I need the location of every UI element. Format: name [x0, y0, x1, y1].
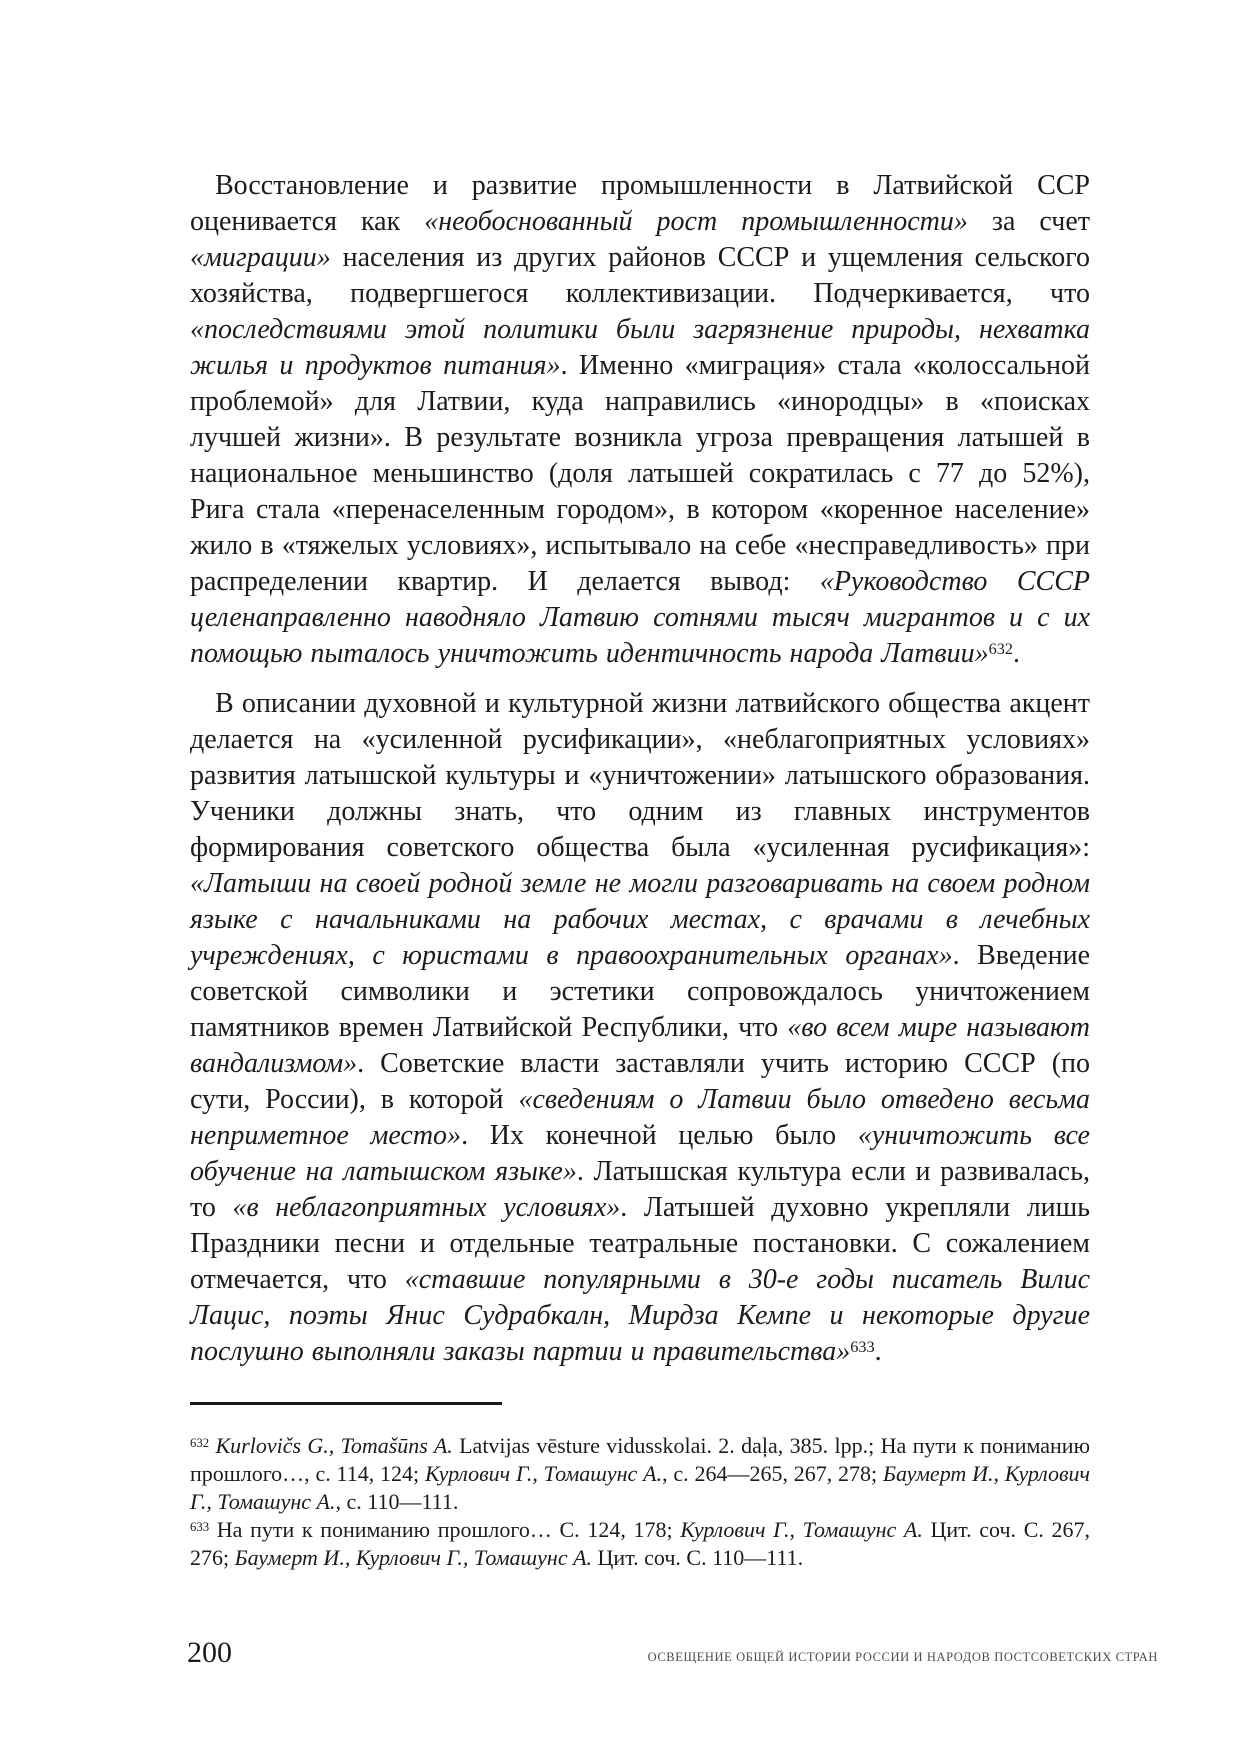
text-run: Latvijas vēsture vidusskolai. 2. daļa, 385. lpp.; На пути к пониманию прошлого…, с. 114, 124; — [190, 1433, 1091, 1486]
text-run: Цит. соч. С. 110—111. — [592, 1545, 804, 1570]
footnote-marker: 633 — [190, 1519, 210, 1534]
quoted-italic-text: «уничтожить все обучение на латышском языке» — [190, 1120, 1090, 1187]
text-run: Восстановление и развитие промышленности в Латвийской ССР оценивается как — [190, 170, 1090, 237]
quoted-italic-text: «необоснованный рост промышленности» — [424, 206, 968, 237]
footnotes-section — [190, 1432, 1090, 1572]
footnote-marker: 633 — [850, 1337, 875, 1356]
text-run: На пути к пониманию прошлого… С. 124, 178; — [209, 1517, 681, 1542]
text-run: . Их конечной целью было — [461, 1120, 858, 1151]
quoted-italic-text: Курлович Г., Томашунс А. — [680, 1517, 923, 1542]
text-run: , с. 264—265, 267, 278; — [662, 1461, 883, 1486]
text-run: В описании духовной и культурной жизни латвийского общества акцент делается на «усиленной русификации», «неблагоприятных условиях» развития латышской культуры и «уничтожении» латышского образования. Ученики должны знать, что одним из главных инструментов формирования советского общества была «усиленная русификация»: — [190, 688, 1090, 863]
quoted-italic-text: Баумерт И., Курлович Г., Томашунс А. — [234, 1545, 593, 1570]
quoted-italic-text: «ставшие популярными в 30-е годы писатель Вилис Лацис, поэты Янис Судрабкалн, Мирдза Кемпе и некоторые другие послушно выполняли заказы партии и правительства» — [190, 1264, 1090, 1367]
body-paragraph-industry — [190, 168, 1090, 672]
text-run: населения из других районов СССР и ущемления сельского хозяйства, подвергшегося коллективизации. Подчеркивается, что — [190, 242, 1090, 309]
page-number: 200 — [187, 1636, 232, 1669]
quoted-italic-text: «во всем мире называют вандализмом» — [190, 1012, 1090, 1079]
quoted-italic-text: Kurlovičs G., Tomašūns A. — [215, 1433, 453, 1458]
text-run: Цит. соч. С. 267, 276; — [190, 1517, 1091, 1570]
quoted-italic-text: «в неблагоприятных условиях» — [232, 1192, 621, 1223]
text-run: . — [874, 1336, 882, 1367]
text-run: . Советские власти заставляли учить историю СССР (по сути, России), в которой — [190, 1048, 1090, 1115]
quoted-italic-text: «сведениям о Латвии было отведено весьма неприметное место» — [190, 1084, 1091, 1151]
text-run: . Введение советской символики и эстетики сопровождалось уничтожением памятников времен Латвийской Республики, что — [190, 940, 1090, 1043]
text-run: . — [1012, 638, 1020, 669]
quoted-italic-text: Баумерт И., Курлович Г., Томашунс А. — [190, 1461, 1090, 1514]
body-paragraph-culture — [190, 686, 1090, 1370]
text-run: . Латышская культура если и развивалась, то — [190, 1156, 1090, 1223]
text-run: . Именно «миграция» стала «колоссальной проблемой» для Латвии, куда направились «инородцы» в «поисках лучшей жизни». В результате возникла угроза превращения латышей в национальное меньшинство (доля латышей сократилась с 77 до 52%), Рига стала «перенаселенным городом», в котором «коренное население» жило в «тяжелых условиях», испытывало на себе «несправедливость» при распределении квартир. И делается вывод: — [190, 350, 1090, 597]
text-run: , с. 110—111. — [335, 1489, 459, 1514]
quoted-italic-text: «последствиями этой политики были загрязнение природы, нехватка жилья и продуктов питания» — [190, 314, 1090, 381]
quoted-italic-text: «Латыши на своей родной земле не могли разговаривать на своем родном языке с начальниками на рабочих местах, с врачами в лечебных учреждениях, с юристами в правоохранительных органах» — [190, 868, 1090, 971]
main-text-block — [190, 168, 1090, 1370]
running-title: ОСВЕЩЕНИЕ ОБЩЕЙ ИСТОРИИ РОССИИ И НАРОДОВ ПОСТСОВЕТСКИХ СТРАН — [647, 1650, 1158, 1664]
quoted-italic-text: «Руководство СССР целенаправленно наводняло Латвию сотнями тысяч мигрантов и с их помощью пыталось уничтожить идентичность народа Латвии» — [190, 566, 1090, 669]
footnote-632 — [190, 1432, 1090, 1516]
footnote-633 — [190, 1516, 1090, 1572]
text-run: за счет — [967, 206, 1090, 237]
quoted-italic-text: Курлович Г., Томашунс А. — [424, 1461, 663, 1486]
footnote-marker: 632 — [988, 639, 1013, 658]
footnote-separator-rule — [190, 1402, 502, 1405]
quoted-italic-text: «миграции» — [190, 242, 331, 273]
text-run: . Латышей духовно укрепляли лишь Праздники песни и отдельные театральные постановки. С сожалением отмечается, что — [190, 1192, 1090, 1295]
footnote-marker: 632 — [190, 1435, 210, 1450]
